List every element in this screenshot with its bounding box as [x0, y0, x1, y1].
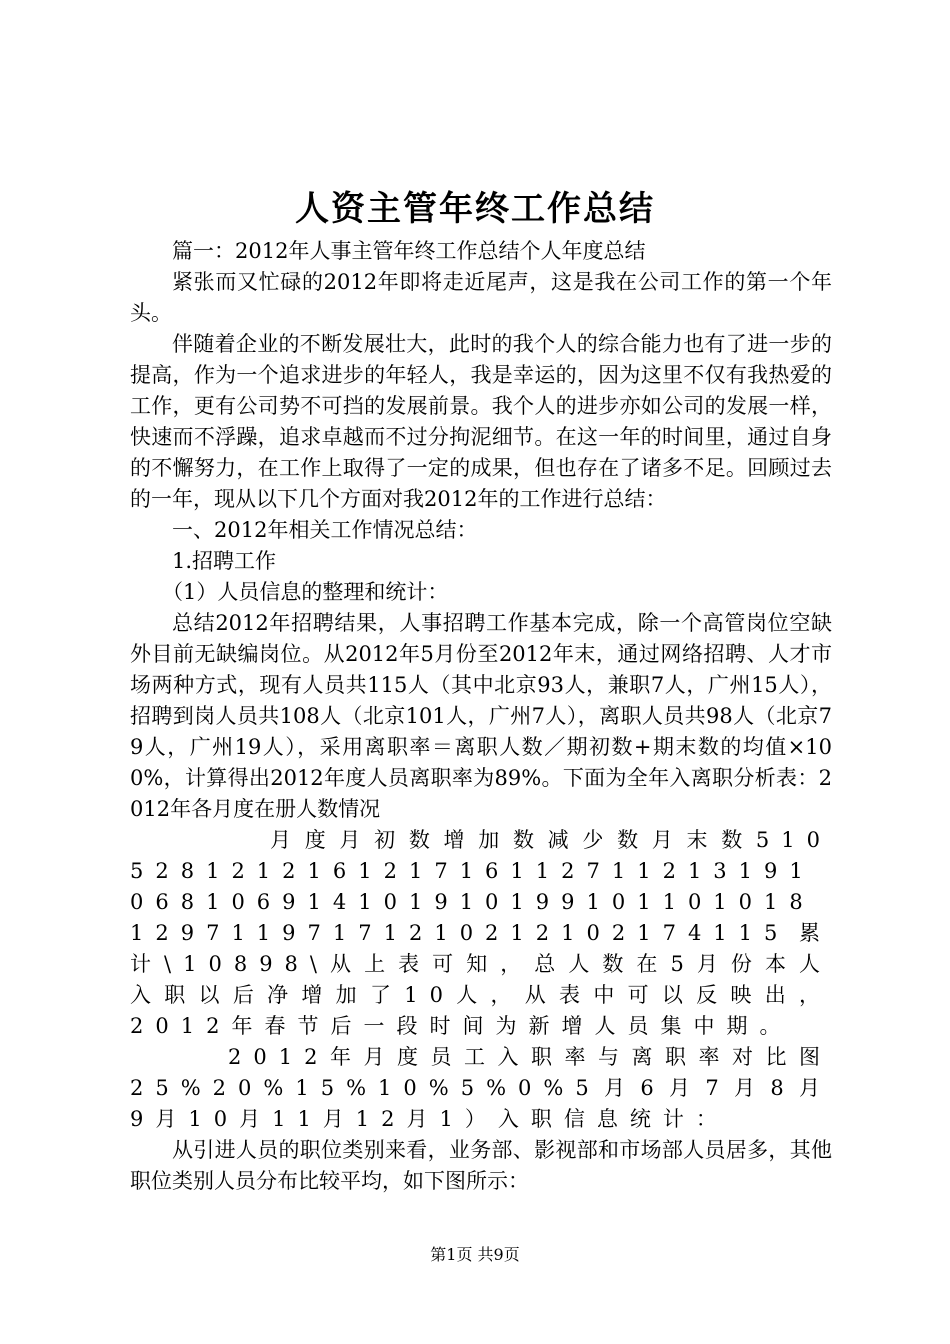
paragraph-growth: 伴随着企业的不断发展壮大，此时的我个人的综合能力也有了进一步的提高，作为一个追求进步的年轻人，我是幸运的，因为这里不仅有我热爱的工作，更有公司势不可挡的发展前景。我个人的进步亦如公司的发展一样，快速而不浮躁，追求卓越而不过分拘泥细节。在这一年的时间里，通过自身的不懈努力，在工作上取得了一定的成果，但也存在了诸多不足。回顾过去的一年，现从以下几个方面对我2012年的工作进行总结：: [130, 332, 832, 511]
paragraph-intro: 紧张而又忙碌的2012年即将走近尾声，这是我在公司工作的第一个年头。: [130, 270, 832, 325]
item-heading-staff-info: （1）人员信息的整理和统计：: [162, 580, 449, 604]
document-body: [130, 236, 832, 1197]
document-title: 人资主管年终工作总结: [295, 189, 655, 229]
paragraph-heading-part-one: 篇一：2012年人事主管年终工作总结个人年度总结: [172, 239, 646, 263]
section-heading-summary: 一、2012年相关工作情况总结：: [172, 518, 478, 542]
paragraph-chart-caption: 2012年月度员工入职率与离职率对比图25%20%15%10%5%0%5月6月7月8月9月10月11月12月1）入职信息统计：: [130, 1045, 832, 1131]
page-indicator: 第1页 共9页: [430, 1245, 520, 1264]
paragraph-monthly-table: 月度月初数增加数减少数月末数51052812121612171611271121319106810691410191019910110101812971197171210212102174115累计\10898\从上表可知，总人数在5月份本人入职以后净增加了10人，从表中可以反映出，2012年春节后一段时间为新增人员集中期。: [130, 828, 832, 1038]
subsection-heading-recruitment: 1.招聘工作: [172, 549, 277, 573]
paragraph-position-categories: 从引进人员的职位类别来看，业务部、影视部和市场部人员居多，其他职位类别人员分布比较平均，如下图所示：: [130, 1138, 832, 1193]
paragraph-recruitment-results: 总结2012年招聘结果，人事招聘工作基本完成，除一个高管岗位空缺外目前无缺编岗位。从2012年5月份至2012年末，通过网络招聘、人才市场两种方式，现有人员共115人（其中北京93人，兼职7人，广州15人），招聘到岗人员共108人（北京101人，广州7人），离职人员共98人（北京79人，广州19人），采用离职率＝离职人数／期初数+期末数的均值×100%，计算得出2012年度人员离职率为89%。下面为全年入离职分析表：2012年各月度在册人数情况: [130, 611, 832, 821]
